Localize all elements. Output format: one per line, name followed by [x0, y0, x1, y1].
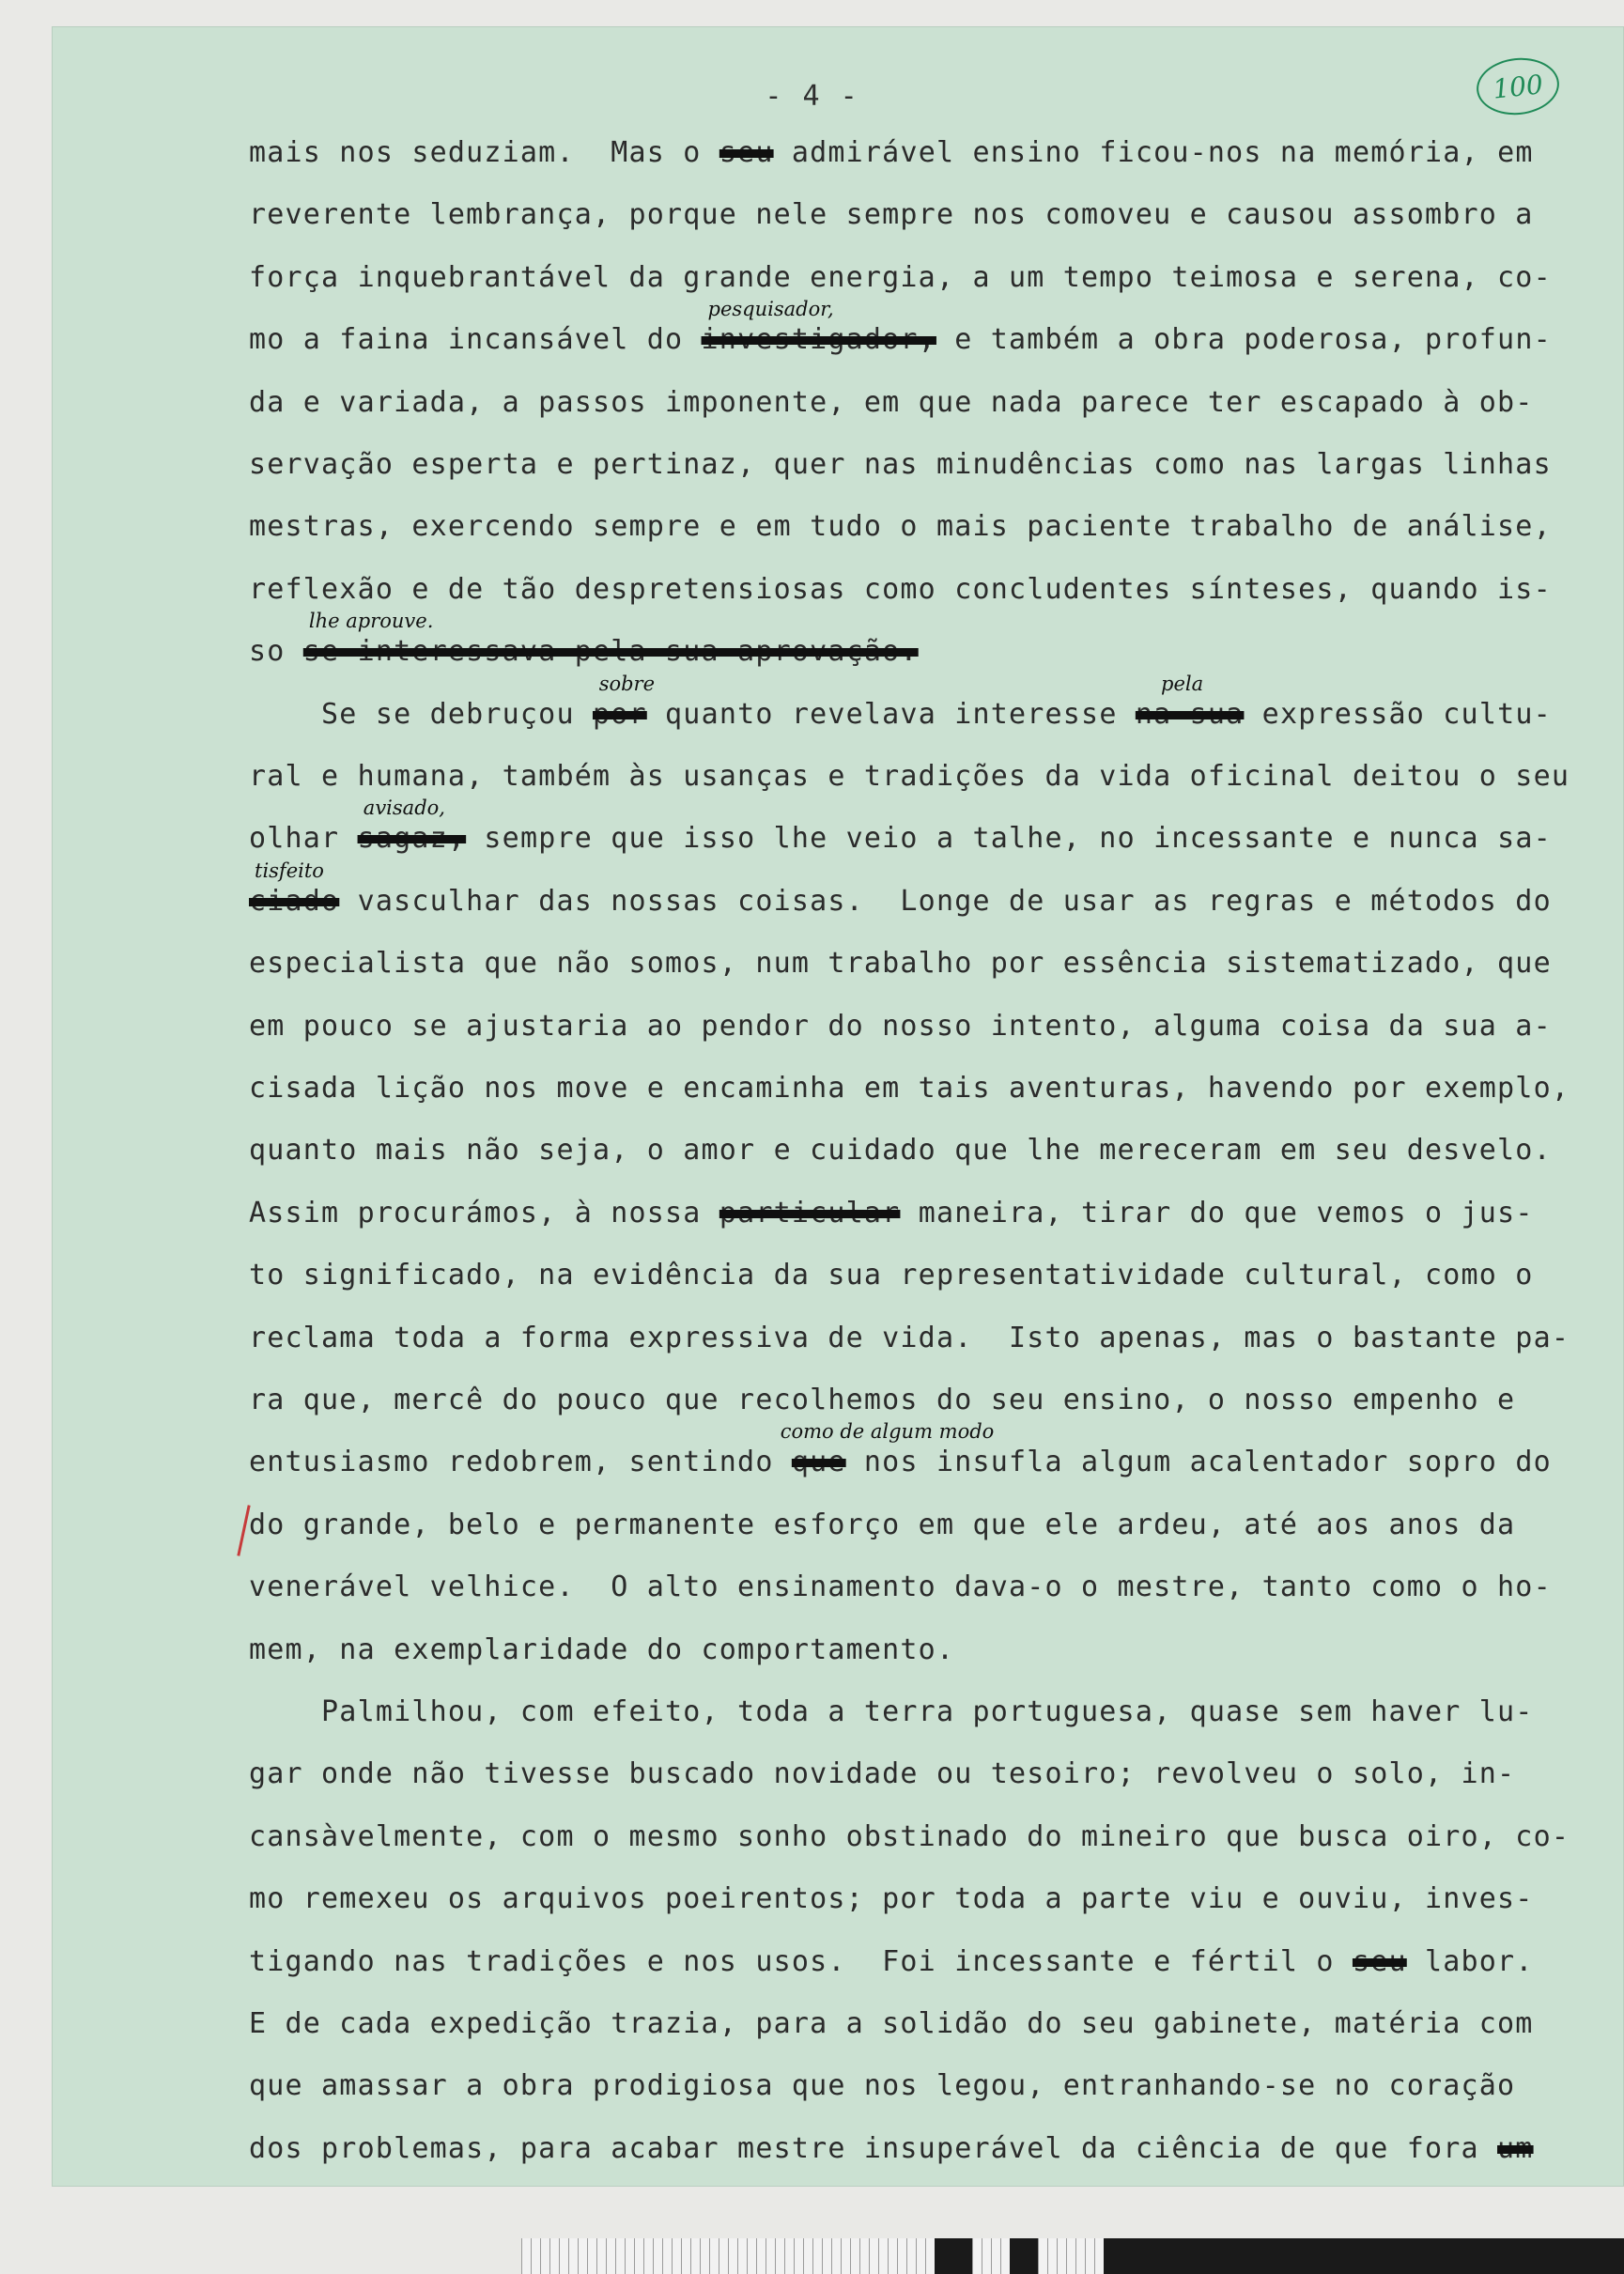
handwritten-insertion: pesquisador, [707, 298, 834, 321]
typed-text: mais nos seduziam. Mas o [249, 136, 719, 169]
typed-text: mo a faina incansável do [249, 323, 702, 357]
struck-word: sagaz, [357, 822, 467, 856]
typed-text: ra que, mercê do pouco que recolhemos do seu ensino, o nosso empenho e [249, 1384, 1516, 1416]
text-line [249, 323, 1552, 357]
text-line [249, 822, 1552, 856]
text-line [249, 385, 1534, 419]
typed-text: tigando nas tradições e nos usos. Foi incessante e fértil o [249, 1944, 1353, 1978]
typed-text: reclama toda a forma expressiva de vida. Isto apenas, mas o bastante pa- [249, 1321, 1570, 1354]
typed-text: nos insufla algum acalentador sopro do [845, 1446, 1552, 1479]
typed-text: reflexão e de tão despretensiosas como concludentes sínteses, quando is- [249, 572, 1552, 606]
typed-text: Assim procurámos, à nossa [249, 1196, 719, 1230]
scale-ruler [521, 2238, 1624, 2274]
typed-text: mem, na exemplaridade do comportamento. [249, 1632, 955, 1666]
text-line [249, 1695, 1534, 1728]
struck-word: particular [719, 1196, 901, 1230]
typed-text: E de cada expedição trazia, para a solidão do seu gabinete, matéria com [249, 2007, 1534, 2040]
text-line [249, 2131, 1534, 2165]
typed-text: vasculhar das nossas coisas. Longe de usar as regras e métodos do [339, 884, 1552, 918]
typed-text: entusiasmo redobrem, sentindo [249, 1446, 792, 1479]
text-line [249, 2069, 1516, 2103]
typed-text: reverente lembrança, porque nele sempre nos comoveu e causou assombro a [249, 198, 1534, 232]
typed-text: so [249, 635, 303, 669]
text-line [249, 1448, 1552, 1477]
text-line [249, 2007, 1534, 2040]
typed-text: servação esperta e pertinaz, quer nas minudências como nas largas linhas [249, 448, 1552, 481]
text-line [249, 1072, 1570, 1105]
typed-text: e também a obra poderosa, profun- [936, 323, 1552, 357]
typed-text: sempre que isso lhe veio a talhe, no incessante e nunca sa- [466, 822, 1552, 856]
text-line [249, 1196, 1534, 1230]
typed-text: cansàvelmente, com o mesmo sonho obstinado do mineiro que busca oiro, co- [249, 1819, 1570, 1853]
typed-text: quanto mais não seja, o amor e cuidado que lhe mereceram em seu desvelo. [249, 1134, 1552, 1168]
typed-text: maneira, tirar do que vemos o jus- [900, 1196, 1534, 1230]
text-line [249, 1508, 1516, 1541]
struck-word: seu [1352, 1944, 1407, 1978]
text-line [249, 1134, 1552, 1168]
typed-text: Se se debruçou [249, 697, 593, 731]
text-line [249, 947, 1552, 981]
handwritten-insertion: sobre [598, 672, 656, 695]
typed-text: força inquebrantável da grande energia, a um tempo teimosa e serena, co- [249, 260, 1552, 294]
text-line [249, 1632, 955, 1666]
typed-text: em pouco se ajustaria ao pendor do nosso intento, alguma coisa da sua a- [249, 1009, 1552, 1043]
typed-text: olhar [249, 822, 358, 856]
struck-word: por [592, 697, 647, 731]
handwritten-insertion: como de algum modo [780, 1420, 995, 1444]
text-line [249, 697, 1552, 731]
handwritten-insertion: pela [1161, 672, 1204, 695]
page-number: - 4 - [765, 80, 859, 113]
text-line [249, 635, 919, 669]
typed-text: admirável ensino ficou-nos na memória, em [773, 136, 1534, 169]
text-line [249, 572, 1552, 606]
struck-word: investigador, [701, 323, 936, 357]
text-line [249, 884, 1552, 918]
typed-text: expressão cultu- [1244, 697, 1552, 731]
struck-word: seu [719, 136, 774, 169]
typed-text: mo remexeu os arquivos poeirentos; por toda a parte viu e ouviu, inves- [249, 1882, 1534, 1916]
typed-text: quanto revelava interesse [646, 697, 1136, 731]
text-line [249, 1819, 1570, 1853]
folio-number-circled: 100 [1474, 54, 1562, 119]
text-line [249, 448, 1552, 481]
text-line [249, 1570, 1552, 1604]
typed-text: do grande, belo e permanente esforço em que ele ardeu, até aos anos da [249, 1508, 1516, 1541]
text-line [249, 1321, 1570, 1354]
text-line [249, 510, 1552, 544]
handwritten-insertion: avisado, [363, 797, 445, 820]
text-line [249, 1757, 1516, 1791]
struck-word: que [791, 1446, 846, 1479]
struck-word: ciado [249, 884, 340, 918]
typed-text: gar onde não tivesse buscado novidade ou tesoiro; revolveu o solo, in- [249, 1757, 1516, 1791]
text-line [249, 1261, 1534, 1290]
handwritten-insertion: tisfeito [255, 859, 324, 882]
typed-text: labor. [1406, 1944, 1534, 1978]
typed-text: da e variada, a passos imponente, em que nada parece ter escapado à ob- [249, 385, 1534, 419]
text-line [249, 198, 1534, 232]
text-line [249, 1882, 1534, 1916]
text-line [249, 1009, 1552, 1043]
typed-text: especialista que não somos, num trabalho por essência sistematizado, que [249, 947, 1552, 981]
struck-word: na sua [1135, 697, 1245, 731]
typed-text: ral e humana, também às usanças e tradições da vida oficinal deitou o seu [249, 760, 1570, 793]
text-line [249, 760, 1570, 793]
text-line [249, 260, 1552, 294]
typed-text: que amassar a obra prodigiosa que nos legou, entranhando-se no coração [249, 2069, 1516, 2103]
text-line [249, 1944, 1534, 1978]
typed-text: dos problemas, para acabar mestre insuperável da ciência de que fora [249, 2131, 1498, 2165]
struck-word: se interessava pela sua aprovação. [302, 635, 919, 669]
handwritten-insertion: lhe aprouve. [308, 610, 434, 633]
typed-text: Palmilhou, com efeito, toda a terra portuguesa, quase sem haver lu- [249, 1695, 1534, 1728]
typed-text: venerável velhice. O alto ensinamento dava-o o mestre, tanto como o ho- [249, 1570, 1552, 1604]
typed-text: mestras, exercendo sempre e em tudo o mais paciente trabalho de análise, [249, 510, 1552, 544]
text-line [249, 136, 1534, 169]
typed-text: cisada lição nos move e encaminha em tais aventuras, havendo por exemplo, [249, 1072, 1570, 1105]
typed-text: to significado, na evidência da sua representatividade cultural, como o [249, 1259, 1534, 1292]
struck-word: um [1497, 2131, 1534, 2165]
text-line [249, 1386, 1515, 1415]
